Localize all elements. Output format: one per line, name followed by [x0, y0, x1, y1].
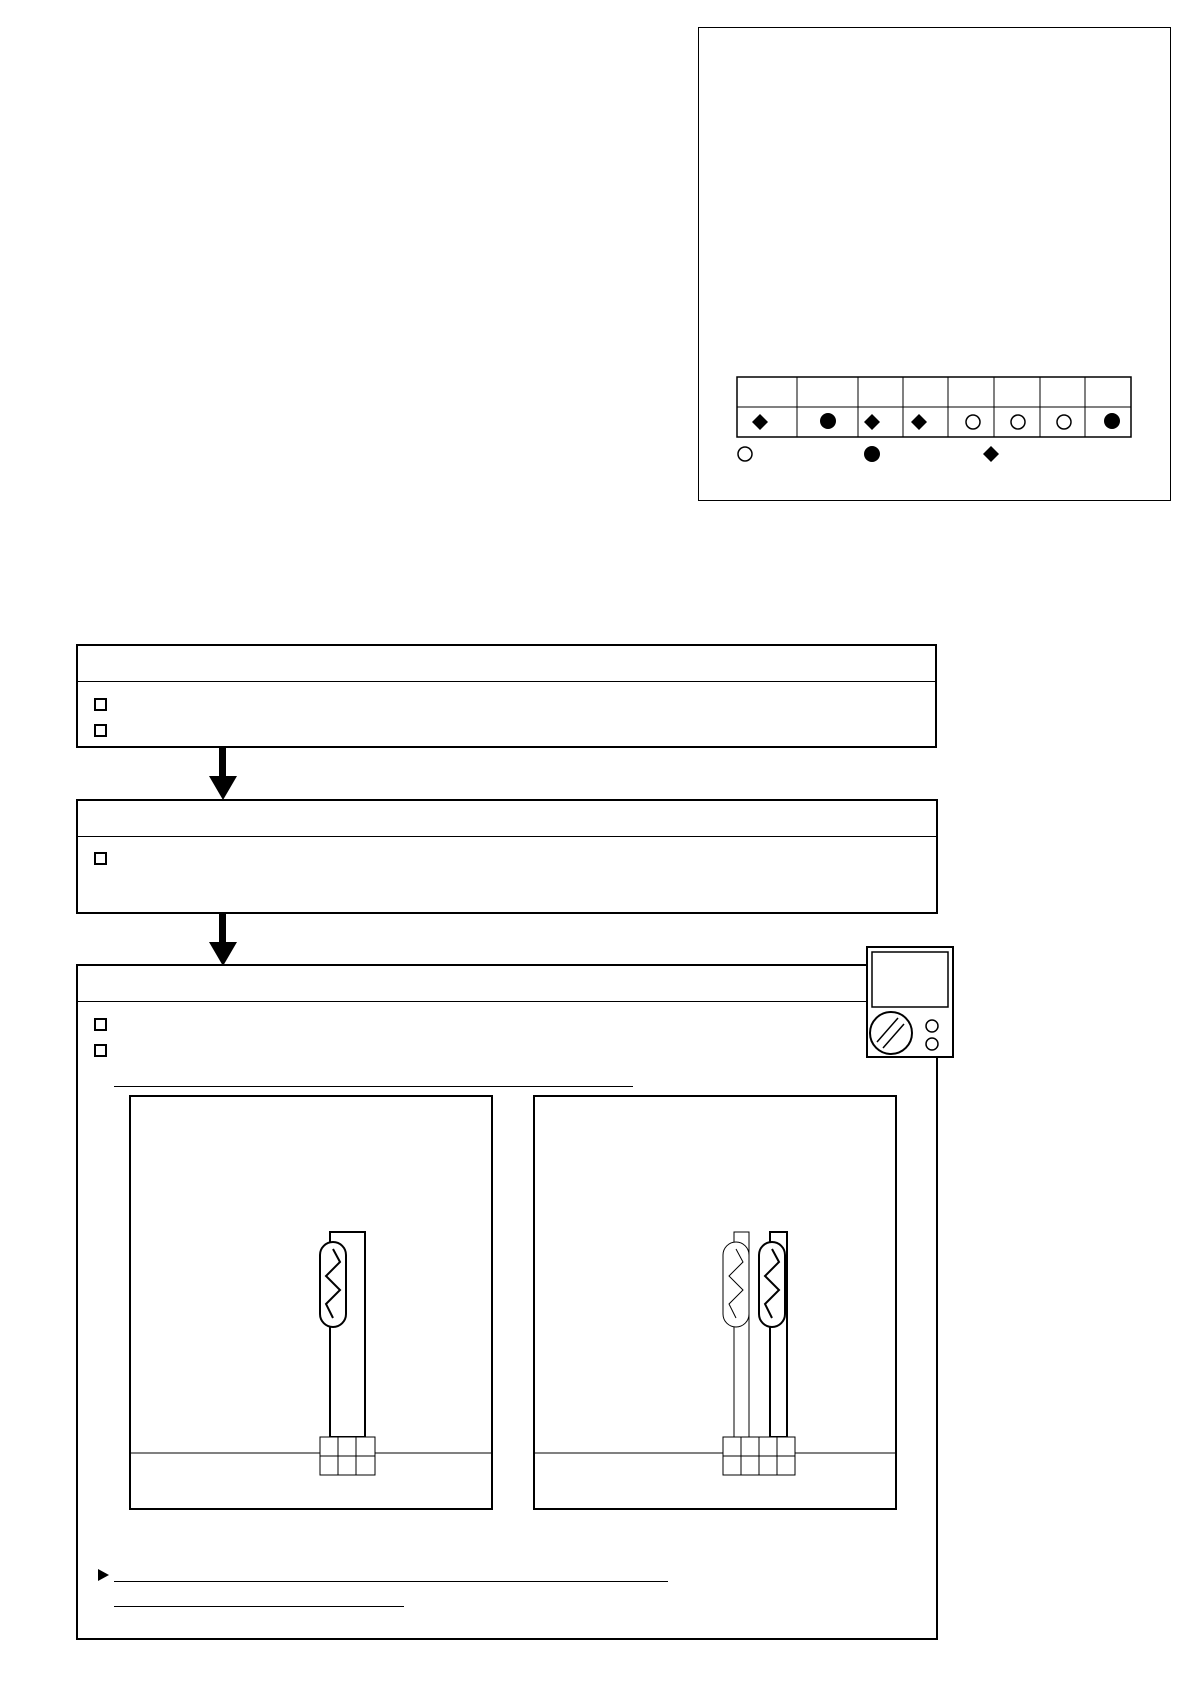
- indicator-panel: [698, 27, 1171, 501]
- arrow-down-icon: [206, 914, 240, 966]
- step-2-box: [76, 799, 938, 914]
- step-1-box: [76, 644, 937, 748]
- step-1-header: [78, 646, 935, 682]
- pointer-triangle-icon: [98, 1569, 110, 1581]
- checkbox-icon[interactable]: [94, 724, 107, 737]
- connector-diagram-b: [533, 1095, 897, 1510]
- multimeter-icon: [866, 946, 954, 1058]
- bottom-note-underline: [114, 1581, 668, 1582]
- step-3-header: [78, 966, 936, 1002]
- arrow-down-icon: [206, 748, 240, 800]
- connector-diagram-a: [129, 1095, 493, 1510]
- bottom-note-underline: [114, 1606, 404, 1607]
- checkbox-icon[interactable]: [94, 1044, 107, 1057]
- checkbox-icon[interactable]: [94, 852, 107, 865]
- step-2-header: [78, 801, 936, 837]
- checkbox-icon[interactable]: [94, 698, 107, 711]
- checkbox-icon[interactable]: [94, 1018, 107, 1031]
- note-underline: [114, 1086, 633, 1087]
